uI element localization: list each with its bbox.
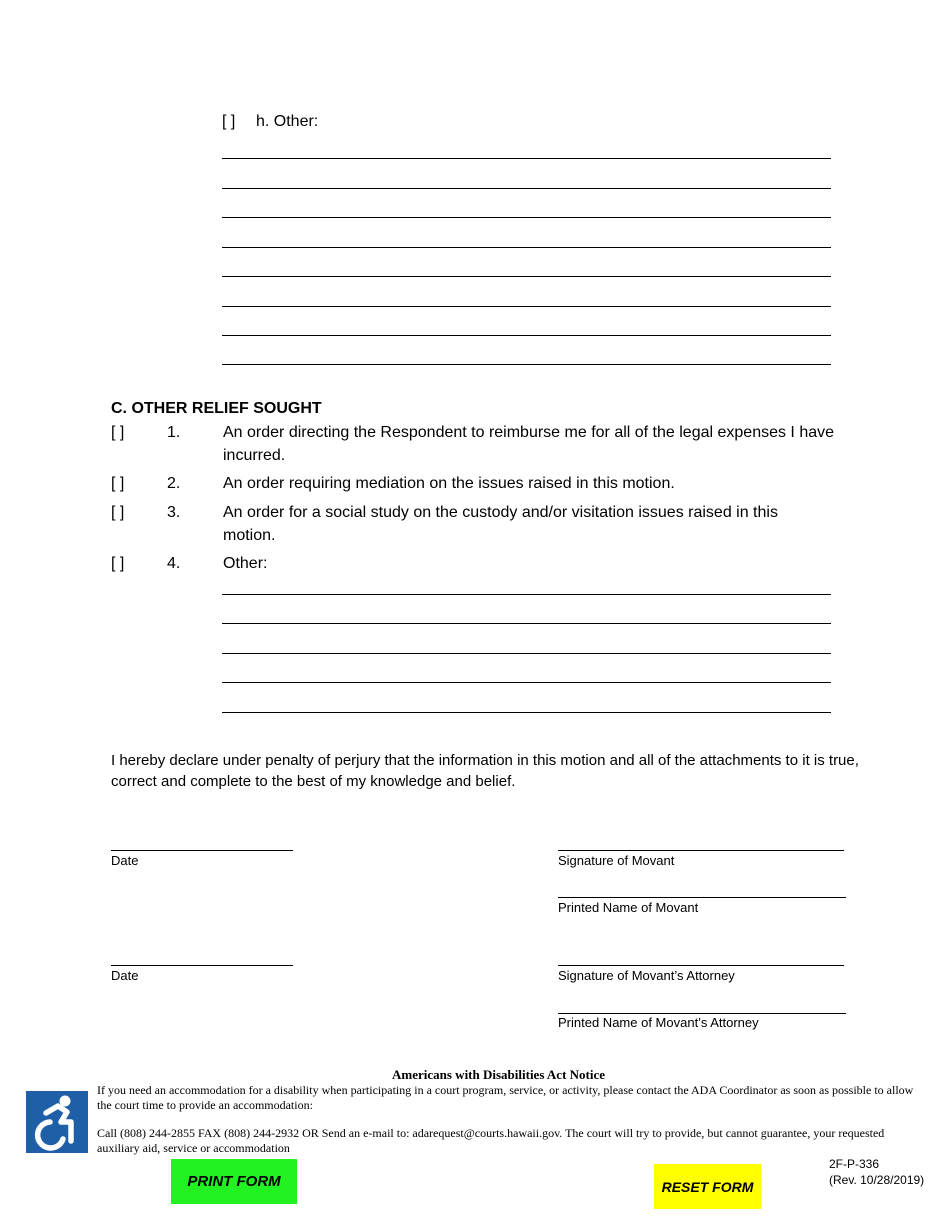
printed-name-movant-label: Printed Name of Movant (558, 900, 699, 915)
item-3-checkbox[interactable]: [ ] (111, 504, 125, 521)
printed-name-attorney-line[interactable] (558, 1013, 846, 1014)
other-h-label: h. Other: (256, 113, 319, 130)
item-2-text: An order requiring mediation on the issues raised in this motion. (223, 475, 675, 492)
item-1-number: 1. (167, 424, 181, 441)
section-c-heading: C. OTHER RELIEF SOUGHT (111, 400, 322, 417)
item-2-checkbox[interactable]: [ ] (111, 475, 125, 492)
other-h-line-1[interactable] (222, 158, 831, 159)
other-h-line-5[interactable] (222, 276, 831, 277)
other-4-line-3[interactable] (222, 653, 831, 654)
item-3-text: An order for a social study on the custody and/or visitation issues raised in this motion. (223, 504, 778, 544)
other-4-line-5[interactable] (222, 712, 831, 713)
signature-attorney-line[interactable] (558, 965, 844, 966)
form-revision: (Rev. 10/28/2019) (829, 1173, 925, 1187)
other-4-line-2[interactable] (222, 623, 831, 624)
ada-notice-title: Americans with Disabilities Act Notice (392, 1067, 606, 1082)
reset-form-button[interactable]: RESET FORM (654, 1164, 761, 1209)
date-line-1[interactable] (111, 850, 293, 851)
ada-paragraph-2: Call (808) 244-2855 FAX (808) 244-2932 OR Send an e-mail to: adarequest@courts.hawaii.gov. The court will try to provide, but cannot guarantee, your requested auxiliary aid, service or accommodation (97, 1126, 885, 1155)
signature-movant-label: Signature of Movant (558, 853, 675, 868)
signature-movant-line[interactable] (558, 850, 844, 851)
declaration-text: I hereby declare under penalty of perjury that the information in this motion and all of the attachments to it is true, correct and complete to the best of my knowledge and belief. (111, 752, 859, 790)
date-label-2: Date (111, 968, 139, 983)
other-h-line-6[interactable] (222, 306, 831, 307)
item-4-checkbox[interactable]: [ ] (111, 555, 125, 572)
item-4-number: 4. (167, 555, 181, 572)
ada-paragraph-1: If you need an accommodation for a disability when participating in a court program, service, or activity, please contact the ADA Coordinator as soon as possible to allow the court time to provide an accommodation: (97, 1083, 914, 1112)
item-3-number: 3. (167, 504, 181, 521)
other-4-line-4[interactable] (222, 682, 831, 683)
other-h-line-3[interactable] (222, 217, 831, 218)
print-form-button[interactable]: PRINT FORM (171, 1159, 297, 1204)
form-code: 2F-P-336 (829, 1157, 880, 1171)
other-h-line-2[interactable] (222, 188, 831, 189)
date-line-2[interactable] (111, 965, 293, 966)
printed-name-movant-line[interactable] (558, 897, 846, 898)
item-4-text: Other: (223, 555, 268, 572)
date-label-1: Date (111, 853, 139, 868)
other-h-line-4[interactable] (222, 247, 831, 248)
item-2-number: 2. (167, 475, 181, 492)
printed-name-attorney-label: Printed Name of Movant’s Attorney (558, 1015, 759, 1030)
signature-attorney-label: Signature of Movant’s Attorney (558, 968, 735, 983)
other-h-checkbox[interactable]: [ ] (222, 113, 236, 130)
item-1-text: An order directing the Respondent to reimburse me for all of the legal expenses I have incurred. (223, 424, 835, 464)
other-h-line-7[interactable] (222, 335, 831, 336)
item-1-checkbox[interactable]: [ ] (111, 424, 125, 441)
accessibility-icon (26, 1091, 88, 1153)
other-4-line-1[interactable] (222, 594, 831, 595)
other-h-line-8[interactable] (222, 364, 831, 365)
